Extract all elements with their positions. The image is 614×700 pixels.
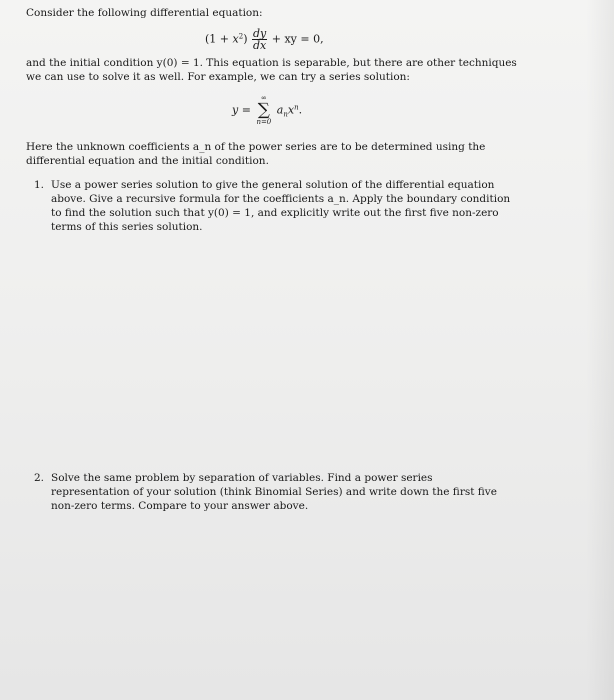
sigma-symbol: ∑ [257, 100, 270, 120]
term-exponent: n [294, 103, 299, 112]
fraction-numerator: dy [252, 27, 267, 40]
differential-equation [205, 28, 324, 51]
sum-upper-limit: ∞ [260, 94, 267, 102]
question-1-number: 1. [34, 179, 45, 191]
eq2-lhs: y = [232, 103, 251, 117]
eq1-open: (1 + [205, 32, 233, 46]
sum-lower-limit: n=0 [256, 118, 272, 126]
question-1 [34, 178, 514, 234]
page-shadow [586, 0, 614, 700]
paragraph-initial-condition: and the initial condition y(0) = 1. This equation is separable, but there are other techniques we can use to solve it as well. For example, we can try a series solution: [26, 57, 517, 83]
term-subscript: n [283, 110, 288, 119]
summation [256, 94, 271, 127]
term-coefficient: a [276, 103, 284, 117]
question-2-number: 2. [34, 472, 45, 484]
eq1-exponent: 2 [238, 32, 244, 41]
intro-text: Consider the following differential equation: [26, 7, 263, 19]
question-1-text: Use a power series solution to give the general solution of the differential equation above. Give a recursive formula for the coefficients a_n. Apply the boundary condition to find the solution such that y(0) = 1, and explicitly write out the first five non-zero terms of this series solution. [51, 179, 511, 233]
paragraph-coefficients: Here the unknown coefficients a_n of the power series are to be determined using the differential equation and the initial condition. [26, 141, 486, 167]
derivative-fraction [252, 28, 267, 51]
eq1-close: ) [243, 32, 248, 46]
fraction-denominator: dx [252, 39, 267, 52]
question-2-text: Solve the same problem by separation of variables. Find a power series representation of your solution (think Binomial Series) and write down the first five non-zero terms. Compare to your answer above. [51, 472, 497, 512]
eq1-rest: + xy = 0, [271, 32, 324, 46]
series-equation [232, 94, 302, 127]
eq1-x: x [232, 32, 239, 46]
term-x: x [287, 103, 295, 117]
eq2-end: . [298, 103, 303, 117]
question-2 [34, 471, 514, 513]
